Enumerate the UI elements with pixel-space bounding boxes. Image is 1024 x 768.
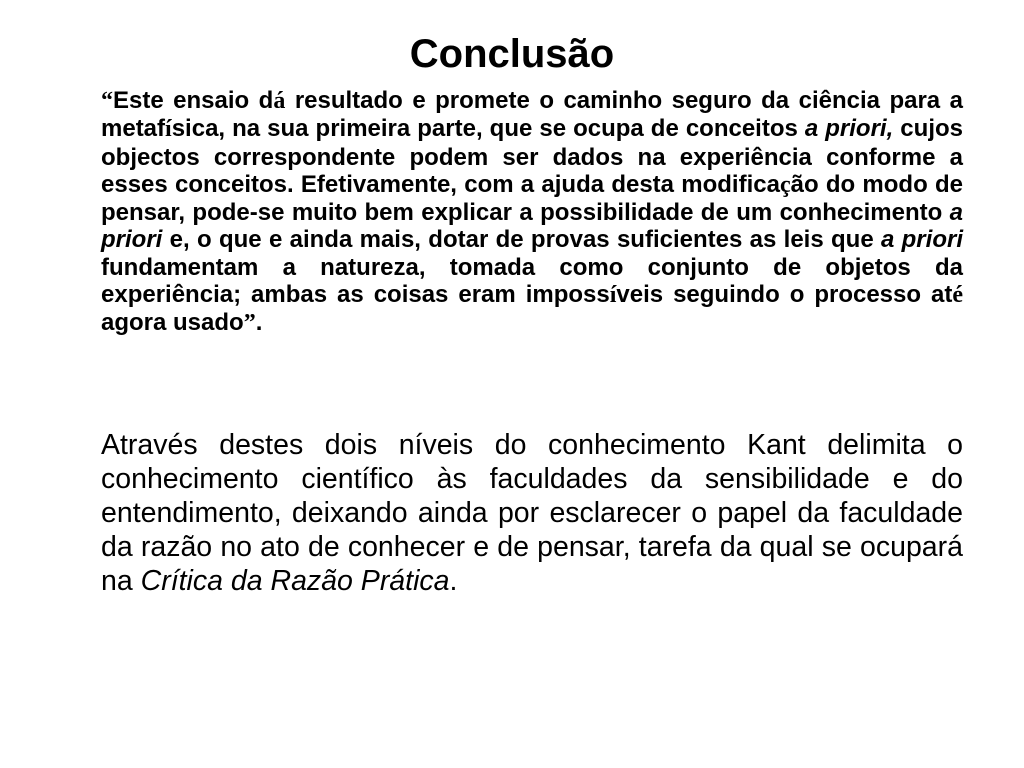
quote-text-4: í xyxy=(165,116,172,143)
conclusion-text: Através destes dois níveis do conhecimento Kant delimita o conhecimento científico às faculdades da sensibilidade e do entendimento, deixando ainda por esclarecer o papel da faculdade da razão no ato de conhecer e de pensar, tarefa da qual se ocupará na xyxy=(101,429,963,597)
quote-text-10: fundamentam a natureza, tomada como conjunto de objetos da experiência; ambas as coisas eram imposs xyxy=(101,253,963,309)
quote-italic-a-priori-3: a priori xyxy=(880,226,963,254)
quote-text-3: resultado e promete o caminho seguro da ciência para a metaf xyxy=(101,87,963,143)
quote-text-14: agora usado xyxy=(101,309,244,337)
quote-text-8: ão do modo de pensar, pode-se muito bem explicar a possibilidade de um conhecimento xyxy=(101,170,963,227)
quote-text-11: í xyxy=(609,282,617,309)
close-quote-mark: ” xyxy=(243,310,256,337)
quote-text-13: é xyxy=(952,282,963,309)
quote-text-1: Este ensaio d xyxy=(113,87,274,114)
quote-text-6: cujos objectos correspondente podem ser dados na experiência conforme a esses conceitos. Efetivamente, com a ajuda desta modifica xyxy=(101,115,963,198)
quote-text-5: sica, na sua primeira parte, que se ocupa de conceitos xyxy=(171,115,805,143)
work-title: Crítica da Razão Prática xyxy=(140,565,450,597)
open-quote-mark: “ xyxy=(101,88,113,114)
quote-italic-a-priori-2: a priori xyxy=(101,199,963,254)
kant-quote-paragraph xyxy=(101,87,963,338)
conclusion-paragraph xyxy=(101,428,963,598)
quote-text-2: á xyxy=(273,88,286,114)
quote-text-12: veis seguindo o processo at xyxy=(616,281,953,309)
quote-end-period: . xyxy=(255,309,263,337)
slide-title: Conclusão xyxy=(409,32,615,76)
quote-text-9: e, o que e ainda mais, dotar de provas suficientes as leis que xyxy=(162,226,881,254)
quote-text-7: ç xyxy=(779,171,791,198)
conclusion-end-period: . xyxy=(449,565,458,597)
quote-italic-a-priori-1: a priori, xyxy=(804,115,894,143)
